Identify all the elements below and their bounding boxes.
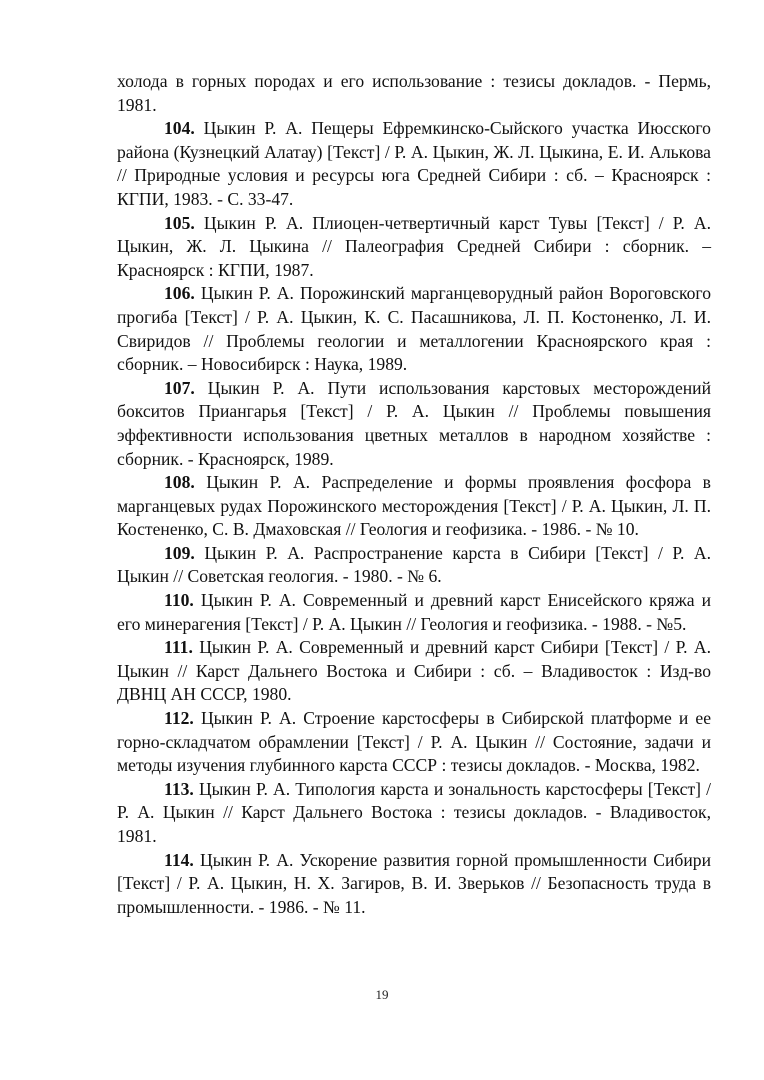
entry-107 (117, 377, 711, 471)
entry-number: 113. (164, 778, 194, 799)
entry-109 (117, 542, 711, 589)
entry-text: Цыкин Р. А. Порожинский марганцеворудный район Вороговского прогиба [Текст] / Р. А. Цыкин, К. С. Пасашникова, Л. П. Костоненко, Л. И. Свиридов // Проблемы геологии и металлогении Красноярского края : сборник. – Новосибирск : Наука, 1989. (117, 283, 711, 375)
entry-108 (117, 471, 711, 542)
entry-text: Цыкин Р. А. Современный и древний карст Сибири [Текст] / Р. А. Цыкин // Карст Дальнего Востока и Сибири : сб. – Владивосток : Изд-во ДВНЦ АН СССР, 1980. (117, 637, 711, 705)
entry-number: 106. (164, 283, 195, 304)
entry-text: Цыкин Р. А. Строение карстосферы в Сибирской платформе и ее горно-складчатом обрамлении [Текст] / Р. А. Цыкин // Состояние, задачи и методы изучения глубинного карста СССР : тезисы докладов. - Москва, 1982. (117, 708, 711, 776)
entry-113 (117, 778, 711, 849)
entry-text: Цыкин Р. А. Современный и древний карст Енисейского кряжа и его минерагения [Текст] / Р. А. Цыкин // Геология и геофизика. - 1988. - №5. (117, 590, 712, 634)
entry-111 (117, 636, 711, 707)
entry-text: Цыкин Р. А. Ускорение развития горной промышленности Сибири [Текст] / Р. А. Цыкин, Н. Х. Загиров, В. И. Зверьков // Безопасность труда в промышленности. - 1986. - № 11. (117, 849, 711, 917)
entry-text: Цыкин Р. А. Пещеры Ефремкинско-Сыйского участка Июсского района (Кузнецкий Алатау) [Текст] / Р. А. Цыкин, Ж. Л. Цыкина, Е. И. Алькова // Природные условия и ресурсы юга Средней Сибири : сб. – Красноярск : КГПИ, 1983. - С. 33-47. (117, 118, 711, 209)
entry-112 (117, 707, 711, 778)
entry-number: 110. (164, 590, 194, 611)
bibliography-page (117, 70, 711, 919)
entry-number: 111. (164, 637, 193, 658)
entry-number: 107. (164, 377, 195, 398)
entry-number: 109. (164, 542, 195, 563)
entry-number: 104. (164, 118, 195, 139)
entry-text: Цыкин Р. А. Плиоцен-четвертичный карст Тувы [Текст] / Р. А. Цыкин, Ж. Л. Цыкина // Палеография Средней Сибири : сборник. – Красноярск : КГПИ, 1987. (117, 212, 712, 280)
entry-110 (117, 589, 711, 636)
entry-text: Цыкин Р. А. Пути использования карстовых месторождений бокситов Приангарья [Текст] / Р. А. Цыкин // Проблемы повышения эффективности использования цветных металлов в народном хозяйстве : сборник. - Красноярск, 1989. (117, 377, 711, 469)
entry-number: 112. (164, 708, 194, 729)
entry-number: 108. (164, 472, 195, 493)
entry-number: 114. (164, 849, 194, 870)
continuation-entry: холода в горных породах и его использование : тезисы докладов. - Пермь, 1981. (117, 71, 711, 115)
page-number: 19 (375, 987, 389, 1002)
entry-114 (117, 849, 711, 920)
entry-105 (117, 212, 711, 283)
entry-text: Цыкин Р. А. Распространение карста в Сибири [Текст] / Р. А. Цыкин // Советская геология. - 1980. - № 6. (117, 542, 712, 587)
entry-104 (117, 117, 711, 211)
entry-106 (117, 282, 711, 376)
entry-number: 105. (164, 212, 195, 233)
entry-text: Цыкин Р. А. Распределение и формы проявления фосфора в марганцевых рудах Порожинского месторождения [Текст] / Р. А. Цыкин, Л. П. Костененко, С. В. Дмаховская // Геология и геофизика. - 1986. - № 10. (117, 472, 711, 540)
entry-text: Цыкин Р. А. Типология карста и зональность карстосферы [Текст] / Р. А. Цыкин // Карст Дальнего Востока : тезисы докладов. - Владивосток, 1981. (117, 778, 711, 846)
